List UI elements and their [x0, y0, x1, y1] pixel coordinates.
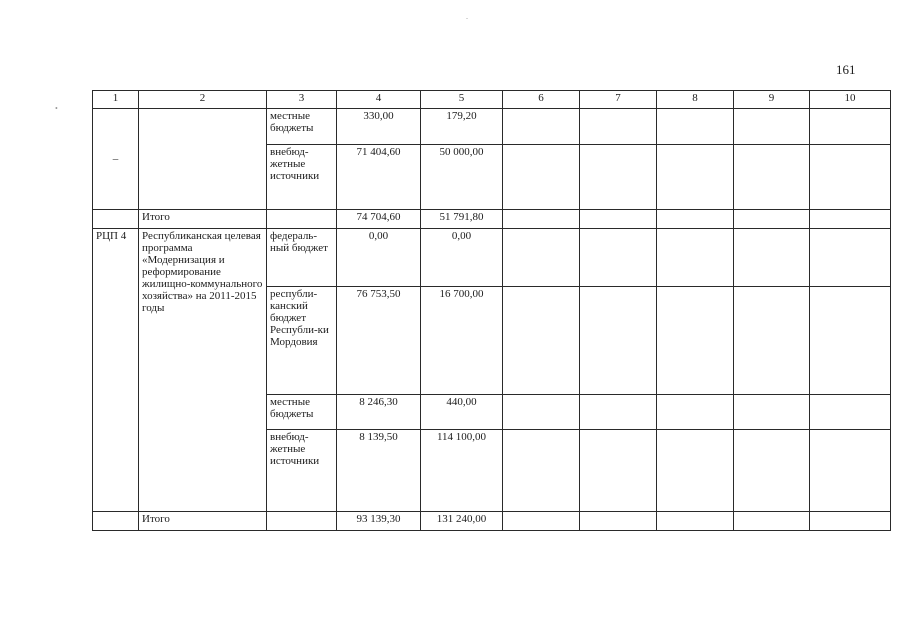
empty-cell — [503, 109, 580, 145]
header-col-6: 6 — [503, 91, 580, 109]
total-col4-cell: 93 139,30 — [337, 512, 421, 531]
empty-cell — [580, 512, 657, 531]
total-label: Итого — [139, 210, 267, 229]
source-cell: местные бюджеты — [267, 395, 337, 430]
header-col-2: 2 — [139, 91, 267, 109]
code-cell — [93, 109, 139, 210]
source-cell: внебюд-жетные источники — [267, 145, 337, 210]
budget-table — [92, 90, 891, 531]
empty-cell — [657, 210, 734, 229]
empty-cell — [734, 229, 810, 287]
header-col-8: 8 — [657, 91, 734, 109]
table-row — [93, 109, 891, 145]
program-name-cell — [139, 109, 267, 210]
value-col4-cell: 8 246,30 — [337, 395, 421, 430]
empty-cell — [267, 210, 337, 229]
value-col4-cell: 0,00 — [337, 229, 421, 287]
dash-mark: – — [112, 153, 119, 165]
empty-cell — [503, 512, 580, 531]
empty-cell — [503, 430, 580, 512]
empty-cell — [580, 145, 657, 210]
empty-cell — [734, 512, 810, 531]
value-col4-cell: 330,00 — [337, 109, 421, 145]
empty-cell — [503, 229, 580, 287]
empty-cell — [810, 287, 891, 395]
empty-cell — [267, 512, 337, 531]
total-row — [93, 210, 891, 229]
table-row — [93, 229, 891, 287]
empty-cell — [580, 395, 657, 430]
value-col5-cell: 16 700,00 — [421, 287, 503, 395]
empty-cell — [657, 395, 734, 430]
header-col-1: 1 — [93, 91, 139, 109]
empty-cell — [734, 210, 810, 229]
header-col-5: 5 — [421, 91, 503, 109]
value-col5-cell: 114 100,00 — [421, 430, 503, 512]
empty-cell — [503, 210, 580, 229]
empty-cell — [93, 512, 139, 531]
code-cell: РЦП 4 — [93, 229, 139, 512]
source-cell: федераль-ный бюджет — [267, 229, 337, 287]
value-col4-cell: 71 404,60 — [337, 145, 421, 210]
empty-cell — [734, 395, 810, 430]
empty-cell — [580, 109, 657, 145]
scan-speck: . — [466, 12, 468, 21]
total-row — [93, 512, 891, 531]
source-cell: республи-канский бюджет Республи-ки Мордовия — [267, 287, 337, 395]
empty-cell — [580, 210, 657, 229]
empty-cell — [580, 287, 657, 395]
source-cell: внебюд-жетные источники — [267, 430, 337, 512]
empty-cell — [503, 395, 580, 430]
empty-cell — [734, 287, 810, 395]
value-col5-cell: 0,00 — [421, 229, 503, 287]
header-row — [93, 91, 891, 109]
header-col-10: 10 — [810, 91, 891, 109]
value-col4-cell: 8 139,50 — [337, 430, 421, 512]
scan-speck: • — [55, 104, 58, 113]
header-col-7: 7 — [580, 91, 657, 109]
empty-cell — [503, 287, 580, 395]
empty-cell — [810, 145, 891, 210]
total-label: Итого — [139, 512, 267, 531]
value-col5-cell: 50 000,00 — [421, 145, 503, 210]
empty-cell — [503, 145, 580, 210]
empty-cell — [810, 210, 891, 229]
empty-cell — [810, 229, 891, 287]
value-col5-cell: 440,00 — [421, 395, 503, 430]
value-col5-cell: 179,20 — [421, 109, 503, 145]
empty-cell — [810, 109, 891, 145]
empty-cell — [810, 430, 891, 512]
header-col-4: 4 — [337, 91, 421, 109]
empty-cell — [810, 512, 891, 531]
header-col-3: 3 — [267, 91, 337, 109]
empty-cell — [657, 145, 734, 210]
total-col5-cell: 51 791,80 — [421, 210, 503, 229]
total-col5-cell: 131 240,00 — [421, 512, 503, 531]
source-cell: местные бюджеты — [267, 109, 337, 145]
empty-cell — [580, 430, 657, 512]
empty-cell — [657, 109, 734, 145]
empty-cell — [657, 430, 734, 512]
empty-cell — [657, 512, 734, 531]
empty-cell — [810, 395, 891, 430]
empty-cell — [657, 287, 734, 395]
empty-cell — [734, 430, 810, 512]
empty-cell — [93, 210, 139, 229]
page-number: 161 — [836, 62, 856, 77]
empty-cell — [580, 229, 657, 287]
empty-cell — [734, 109, 810, 145]
total-col4-cell: 74 704,60 — [337, 210, 421, 229]
empty-cell — [734, 145, 810, 210]
header-col-9: 9 — [734, 91, 810, 109]
program-name-cell: Республиканская целевая программа «Модернизация и реформирование жилищно-коммунального хозяйства» на 2011-2015 годы — [139, 229, 267, 512]
empty-cell — [657, 229, 734, 287]
value-col4-cell: 76 753,50 — [337, 287, 421, 395]
